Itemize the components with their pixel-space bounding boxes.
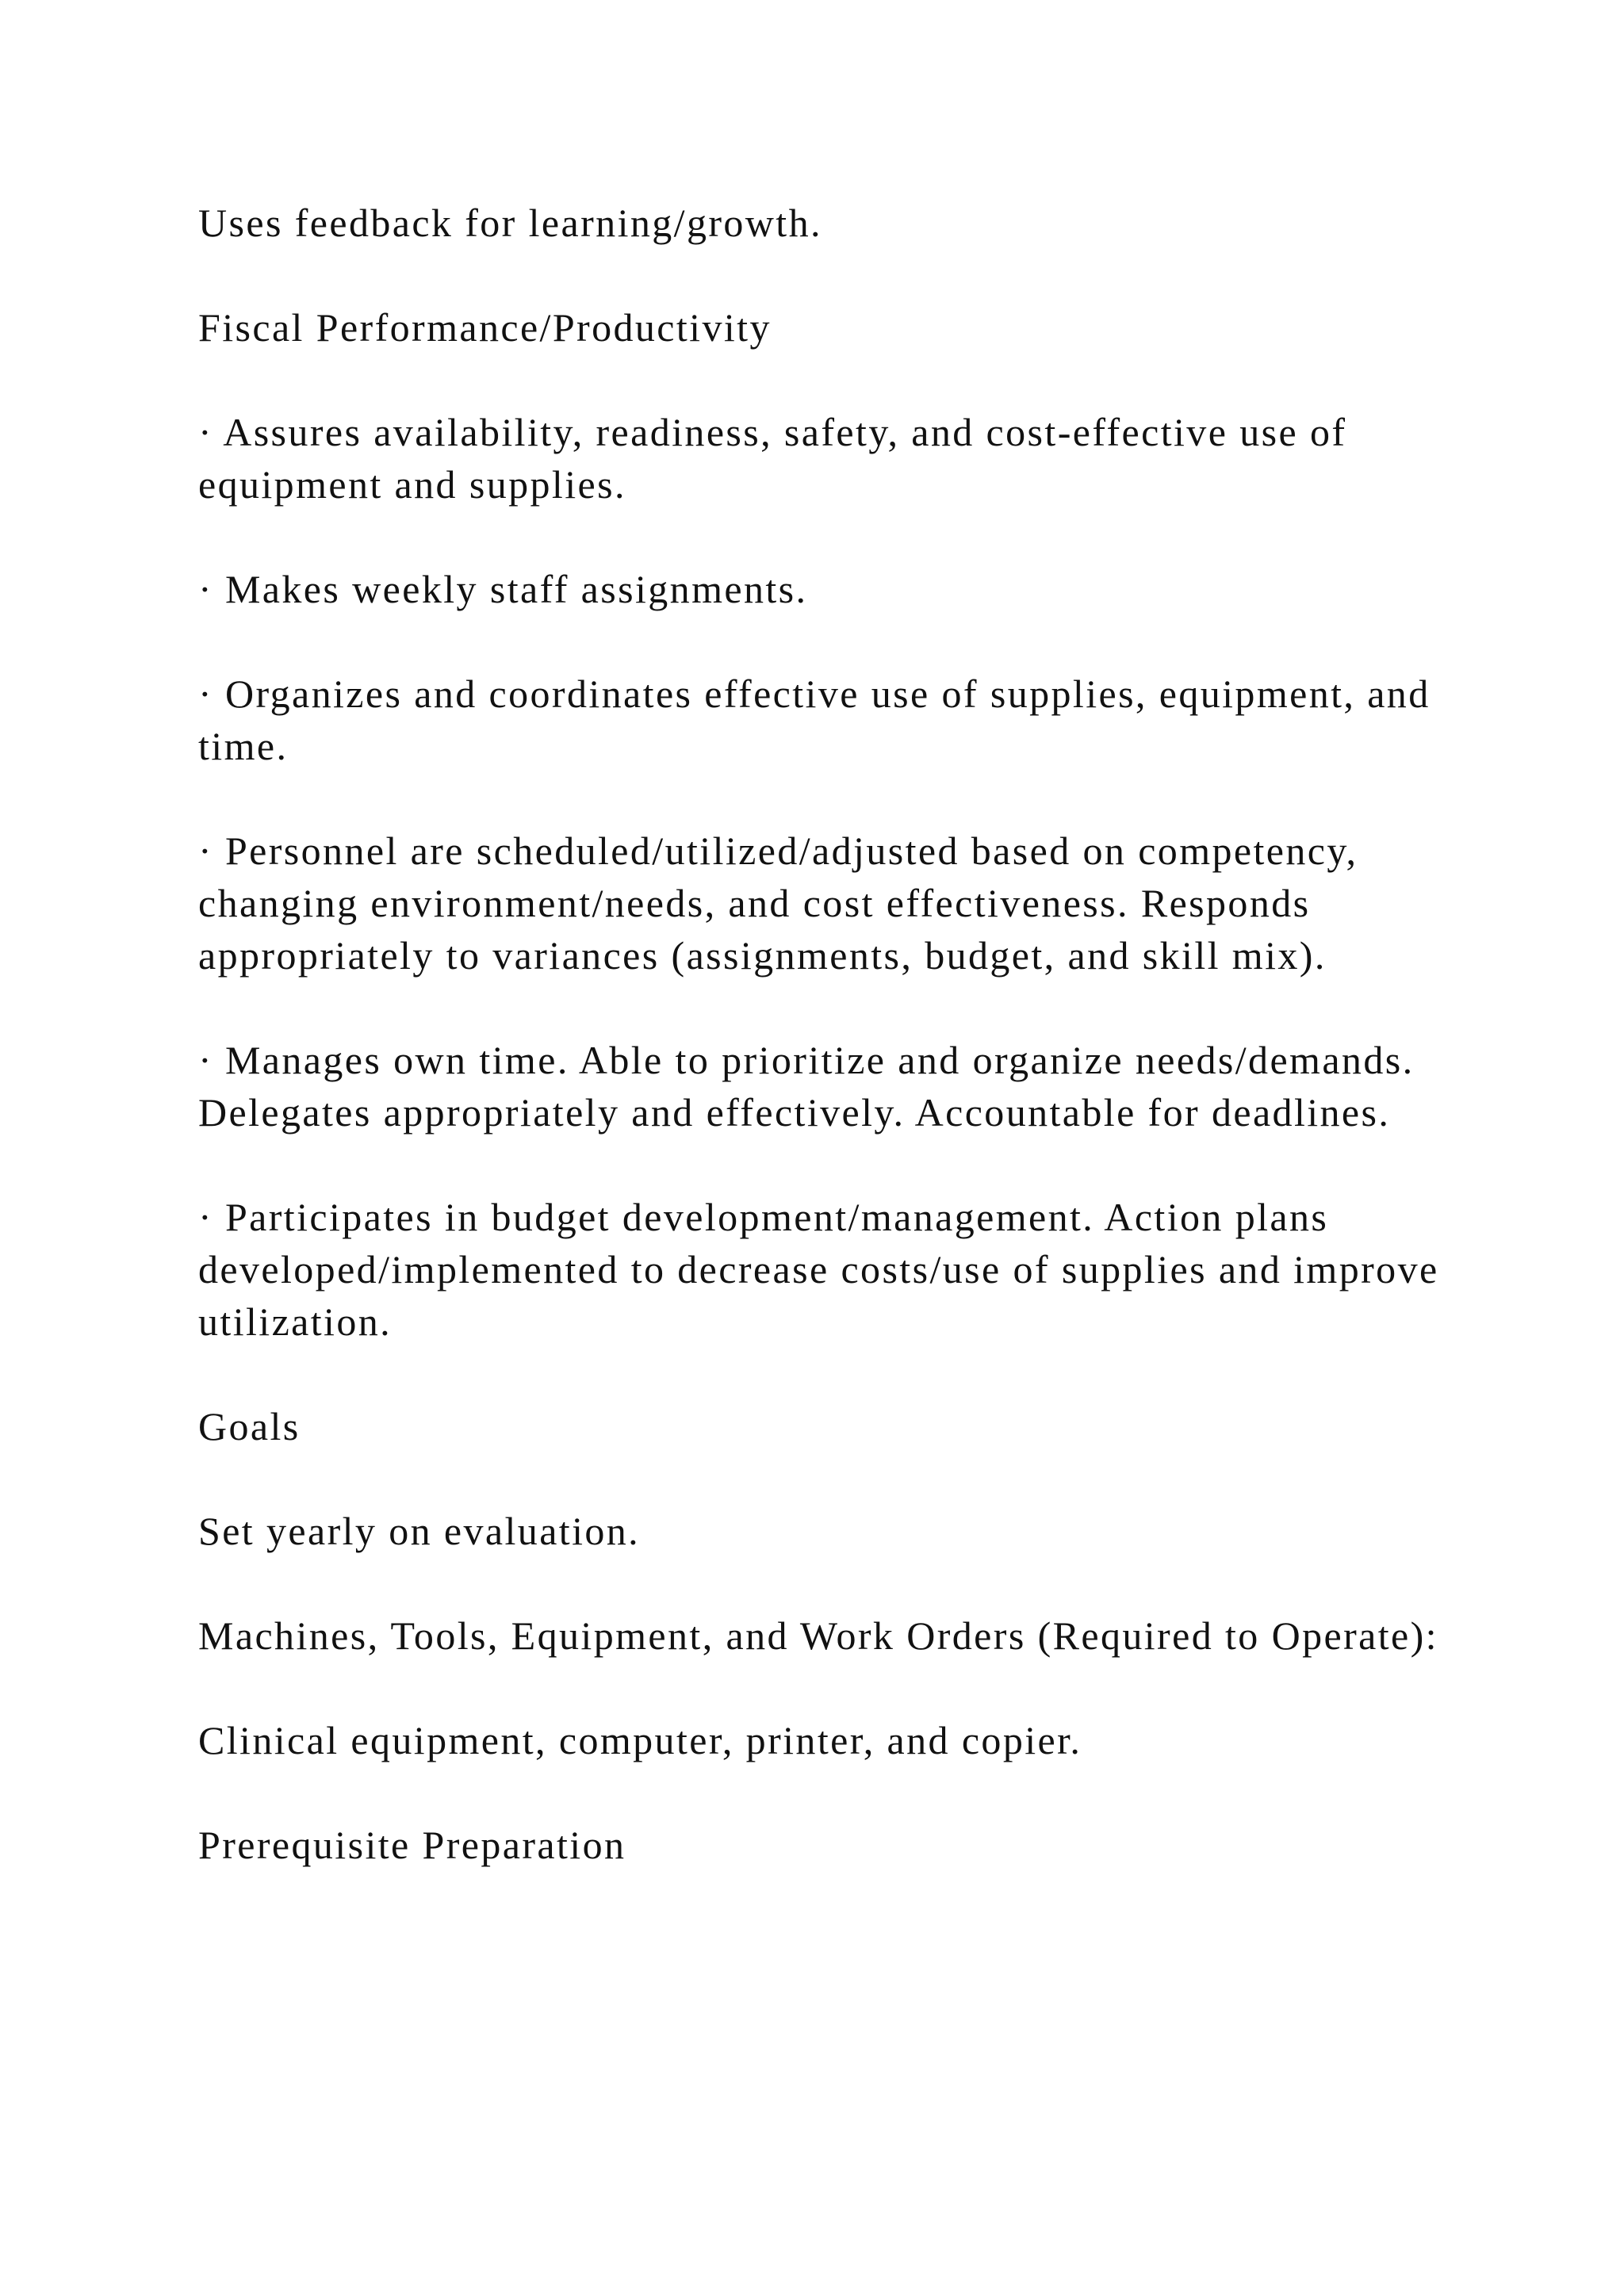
bullet-organizes-coordinates: · Organizes and coordinates effective use of supplies, equipment, and time. [198, 672, 1431, 768]
section-heading-goals: Goals [198, 1404, 301, 1448]
feedback-statement: Uses feedback for learning/growth. [198, 201, 822, 245]
bullet-staff-assignments: · Makes weekly staff assignments. [198, 567, 808, 611]
section-heading-fiscal-performance: Fiscal Performance/Productivity [198, 305, 772, 350]
bullet-manages-time: · Manages own time. Able to prioritize and organize needs/demands. Delegates appropriately and effectively. Accountable for deadlines. [198, 1038, 1415, 1135]
equipment-list: Clinical equipment, computer, printer, and copier. [198, 1718, 1082, 1762]
document-body [198, 197, 1507, 1923]
section-heading-prerequisite: Prerequisite Preparation [198, 1823, 626, 1867]
bullet-equipment-supplies: · Assures availability, readiness, safety, and cost-effective use of equipment and supplies. [198, 410, 1347, 507]
bullet-personnel-scheduling: · Personnel are scheduled/utilized/adjusted based on competency, changing environment/needs, and cost effectiveness. Responds appropriately to variances (assignments, budget, and skill mix). [198, 828, 1358, 978]
goals-statement: Set yearly on evaluation. [198, 1509, 641, 1553]
bullet-budget-development: · Participates in budget development/management. Action plans developed/implemented to decrease costs/use of supplies and improve utilization. [198, 1195, 1439, 1344]
section-heading-machines-tools: Machines, Tools, Equipment, and Work Orders (Required to Operate): [198, 1613, 1438, 1658]
